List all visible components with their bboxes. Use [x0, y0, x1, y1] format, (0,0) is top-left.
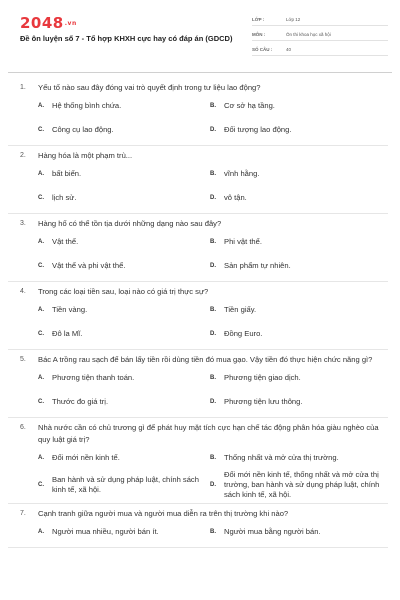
- question-divider: [8, 547, 388, 548]
- answer-option[interactable]: [210, 254, 388, 278]
- answer-option[interactable]: [210, 520, 388, 544]
- answer-options: [38, 230, 388, 278]
- info-key: MÔN :: [252, 31, 266, 37]
- info-value: Lớp 12: [286, 16, 301, 22]
- option-text: bất biến.: [52, 169, 82, 178]
- answer-option[interactable]: [38, 186, 210, 210]
- answer-options: [38, 94, 388, 142]
- info-value: 40: [286, 46, 292, 52]
- answer-option[interactable]: [38, 390, 210, 414]
- answer-option[interactable]: [38, 162, 210, 186]
- option-text: Hệ thống bình chứa.: [52, 101, 122, 110]
- option-text: lịch sử.: [52, 193, 77, 202]
- option-letter: B.: [210, 103, 216, 109]
- logo-suffix: .vn: [64, 20, 77, 27]
- option-text: Đổi mới nền kinh tế, thống nhất và mở cửa thị trường, ban hành và sử dụng pháp luật, chính sách kinh tế, xã hội.: [224, 470, 380, 499]
- option-text: Sản phẩm tự nhiên.: [224, 261, 291, 270]
- question: [20, 146, 388, 214]
- info-row: [252, 13, 388, 26]
- option-letter: B.: [210, 239, 216, 245]
- option-letter: C.: [38, 195, 44, 201]
- option-text: Đối tượng lao động.: [224, 125, 292, 134]
- question-number: 4.: [20, 288, 26, 295]
- option-letter: C.: [38, 127, 44, 133]
- option-letter: C.: [38, 331, 44, 337]
- option-text: vĩnh hằng.: [224, 169, 260, 178]
- option-text: vô tận.: [224, 193, 247, 202]
- logo-main: 2048: [20, 14, 64, 32]
- answer-option[interactable]: [210, 94, 388, 118]
- option-letter: A.: [38, 455, 44, 461]
- option-text: Đồng Euro.: [224, 329, 263, 338]
- question-text: Yếu tố nào sau đây đóng vai trò quyết định trong tư liệu lao động?: [38, 83, 261, 92]
- answer-options: [38, 162, 388, 210]
- option-text: Thống nhất và mở cửa thị trường.: [224, 453, 339, 462]
- answer-option[interactable]: [210, 390, 388, 414]
- answer-options: [38, 366, 388, 414]
- option-text: Công cụ lao động.: [52, 125, 114, 134]
- answer-option[interactable]: [38, 94, 210, 118]
- question-number: 7.: [20, 510, 26, 517]
- question-text-row: [20, 146, 388, 162]
- option-text: Tiền vàng.: [52, 305, 88, 314]
- option-letter: A.: [38, 239, 44, 245]
- question-text: Nhà nước cần có chủ trương gì để phát huy mặt tích cực hạn chế tác động phân hóa giàu nghèo của quy luật giá trị?: [38, 423, 379, 444]
- info-row: [252, 28, 388, 41]
- option-letter: B.: [210, 529, 216, 535]
- info-key: LỚP :: [252, 16, 265, 22]
- option-letter: B.: [210, 375, 216, 381]
- question-text: Trong các loại tiền sau, loại nào có giá trị thực sự?: [38, 287, 209, 296]
- question-list: [20, 78, 388, 548]
- answer-option[interactable]: [210, 230, 388, 254]
- question-text-row: [20, 78, 388, 94]
- option-text: Đổi mới nền kinh tế.: [52, 453, 120, 462]
- question-text-row: [20, 350, 388, 366]
- site-logo[interactable]: [20, 14, 77, 32]
- option-letter: C.: [38, 263, 44, 269]
- option-letter: D.: [210, 127, 216, 133]
- question-number: 1.: [20, 84, 26, 91]
- answer-option[interactable]: [210, 162, 388, 186]
- info-key: SỐ CÂU :: [252, 46, 273, 52]
- option-letter: C.: [38, 482, 44, 488]
- option-letter: D.: [210, 331, 216, 337]
- option-letter: B.: [210, 455, 216, 461]
- option-letter: D.: [210, 399, 216, 405]
- answer-option[interactable]: [38, 298, 210, 322]
- option-letter: A.: [38, 529, 44, 535]
- header: [0, 0, 400, 70]
- question-text-row: [20, 282, 388, 298]
- option-letter: A.: [38, 171, 44, 177]
- info-row: [252, 43, 388, 56]
- answer-option[interactable]: [38, 118, 210, 142]
- answer-option[interactable]: [38, 366, 210, 390]
- answer-option[interactable]: [210, 366, 388, 390]
- option-text: Đô la Mĩ.: [52, 329, 83, 338]
- question-text: Bác A trồng rau sạch để bán lấy tiền rồi dùng tiền đó mua gạo. Vậy tiền đó thực hiện chức năng gì?: [38, 355, 373, 364]
- answer-option[interactable]: [38, 470, 210, 500]
- option-text: Thước đo giá trị.: [52, 397, 109, 406]
- question-number: 5.: [20, 356, 26, 363]
- answer-option[interactable]: [210, 470, 388, 500]
- answer-options: [38, 520, 388, 544]
- question-text-row: [20, 418, 388, 446]
- option-text: Người mua nhiều, người bán ít.: [52, 527, 159, 536]
- option-letter: A.: [38, 375, 44, 381]
- question-number: 6.: [20, 424, 26, 431]
- answer-option[interactable]: [38, 446, 210, 470]
- question: [20, 282, 388, 350]
- option-letter: D.: [210, 263, 216, 269]
- answer-option[interactable]: [210, 446, 388, 470]
- option-letter: D.: [210, 482, 216, 488]
- option-text: Ban hành và sử dụng pháp luật, chính sách kinh tế, xã hội.: [52, 475, 199, 494]
- option-text: Phương tiện thanh toán.: [52, 373, 135, 382]
- info-panel: [252, 13, 388, 58]
- question-number: 2.: [20, 152, 26, 159]
- answer-option[interactable]: [38, 254, 210, 278]
- question-text: Cạnh tranh giữa người mua và người mua diễn ra trên thị trường khi nào?: [38, 509, 289, 518]
- option-letter: C.: [38, 399, 44, 405]
- answer-option[interactable]: [38, 520, 210, 544]
- question: [20, 418, 388, 504]
- option-letter: A.: [38, 307, 44, 313]
- question-text: Hàng hố có thể tồn tịa dưới những dạng nào sau đây?: [38, 219, 222, 228]
- question: [20, 78, 388, 146]
- answer-option[interactable]: [210, 322, 388, 346]
- option-text: Phương tiện lưu thông.: [224, 397, 303, 406]
- question-text-row: [20, 214, 388, 230]
- question: [20, 214, 388, 282]
- header-divider: [8, 72, 392, 73]
- option-text: Vật thể.: [52, 237, 79, 246]
- question-text-row: [20, 504, 388, 520]
- answer-option[interactable]: [210, 186, 388, 210]
- option-letter: A.: [38, 103, 44, 109]
- option-letter: B.: [210, 171, 216, 177]
- info-value: Ôn thi khoa học xã hội: [286, 31, 331, 37]
- question-number: 3.: [20, 220, 26, 227]
- answer-option[interactable]: [210, 298, 388, 322]
- option-text: Vật thể và phi vật thể.: [52, 261, 126, 270]
- option-text: Cơ sở hạ tầng.: [224, 101, 275, 110]
- option-letter: B.: [210, 307, 216, 313]
- answer-options: [38, 446, 388, 500]
- option-text: Phi vật thể.: [224, 237, 262, 246]
- option-text: Tiền giấy.: [224, 305, 257, 314]
- option-letter: D.: [210, 195, 216, 201]
- answer-option[interactable]: [210, 118, 388, 142]
- option-text: Người mua bằng người bán.: [224, 527, 321, 536]
- answer-options: [38, 298, 388, 346]
- question-text: Hàng hóa là một phạm trù...: [38, 151, 133, 160]
- document-title: Đề ôn luyện số 7 - Tổ hợp KHXH cực hay có đáp án (GDCD): [20, 34, 233, 43]
- answer-option[interactable]: [38, 322, 210, 346]
- option-text: Phương tiện giao dịch.: [224, 373, 301, 382]
- answer-option[interactable]: [38, 230, 210, 254]
- question: [20, 350, 388, 418]
- question: [20, 504, 388, 548]
